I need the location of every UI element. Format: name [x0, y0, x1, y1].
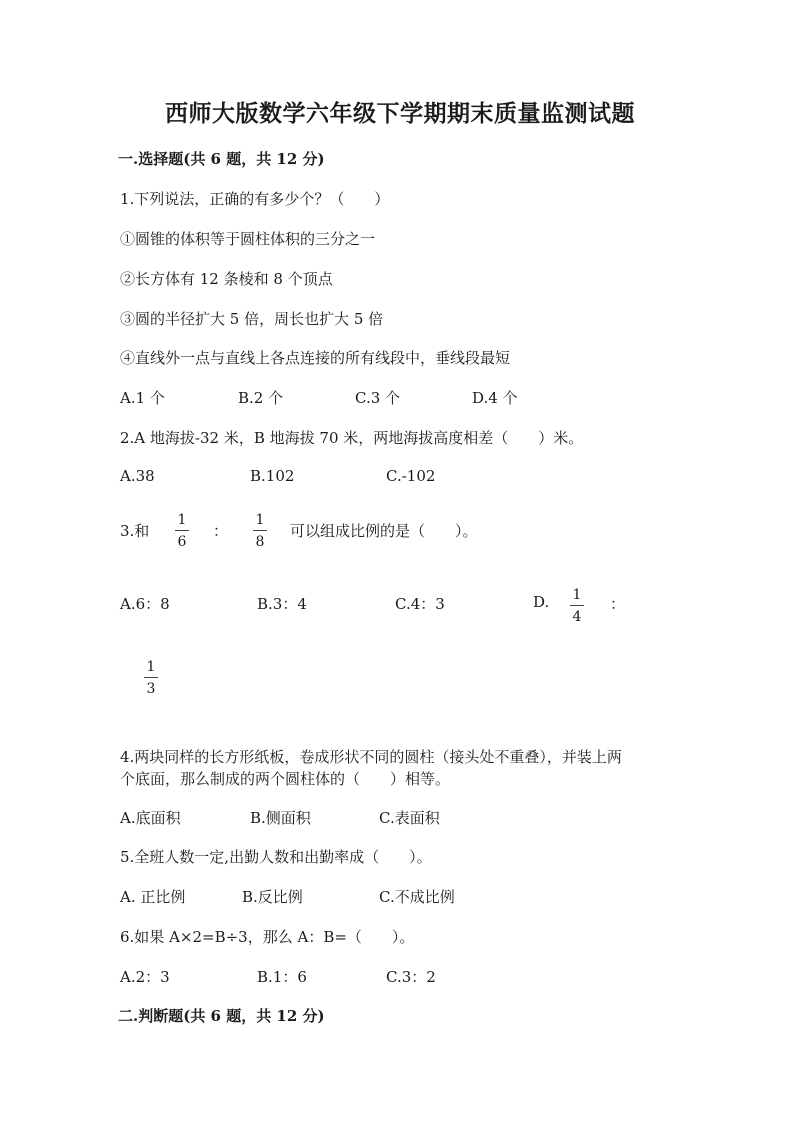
question-1-option-d: D.4 个	[472, 389, 518, 407]
question-6-option-c: C.3：2	[386, 968, 436, 986]
question-4-option-c: C.表面积	[379, 809, 440, 827]
fraction-numerator: 1	[146, 659, 156, 675]
question-1-statement: ②长方体有 12 条棱和 8 个顶点	[120, 270, 333, 288]
fraction-one-eighth	[253, 513, 267, 549]
question-1-statement: ①圆锥的体积等于圆柱体积的三分之一	[120, 230, 376, 248]
question-1-statement: ③圆的半径扩大 5 倍，周长也扩大 5 倍	[120, 310, 384, 328]
question-3-option-b: B.3：4	[257, 595, 307, 613]
question-4-stem-line-2: 个底面，那么制成的两个圆柱体的（ ）相等。	[120, 770, 451, 788]
question-6-option-b: B.1：6	[257, 968, 307, 986]
question-4-option-b: B.侧面积	[250, 809, 311, 827]
fraction-one-fourth	[570, 588, 584, 624]
question-3-stem-suffix: 可以组成比例的是（ ）。	[290, 522, 478, 540]
ratio-colon: ：	[213, 522, 229, 540]
question-2-option-b: B.102	[250, 467, 295, 485]
page-title: 西师大版数学六年级下学期期末质量监测试题	[165, 100, 635, 127]
fraction-one-sixth	[175, 513, 189, 549]
fraction-denominator: 3	[146, 681, 156, 697]
question-5-stem: 5.全班人数一定,出勤人数和出勤率成（ ）。	[120, 848, 432, 866]
question-2-option-c: C.-102	[386, 467, 436, 485]
question-3-stem-prefix: 3.和	[120, 522, 150, 540]
ratio-colon: ：	[610, 595, 626, 613]
question-5-option-c: C.不成比例	[379, 888, 455, 906]
question-2-option-a: A.38	[120, 467, 155, 485]
fraction-numerator: 1	[572, 587, 582, 603]
fraction-denominator: 8	[255, 534, 265, 550]
fraction-numerator: 1	[255, 512, 265, 528]
question-4-stem-line-1: 4.两块同样的长方形纸板，卷成形状不同的圆柱（接头处不重叠），并装上两	[120, 748, 622, 766]
question-6-option-a: A.2：3	[120, 968, 170, 986]
section-heading-choice: 一.选择题(共 6 题，共 12 分)	[118, 150, 325, 168]
question-2-stem: 2.A 地海拔-32 米，B 地海拔 70 米，两地海拔高度相差（ ）米。	[120, 429, 584, 447]
fraction-denominator: 4	[572, 609, 582, 625]
question-1-stem: 1.下列说法，正确的有多少个？（ ）	[120, 190, 390, 208]
question-5-option-a: A. 正比例	[120, 888, 186, 906]
question-3-option-a: A.6：8	[120, 595, 170, 613]
fraction-denominator: 6	[177, 534, 187, 550]
question-1-option-a: A.1 个	[120, 389, 165, 407]
fraction-one-third	[144, 660, 158, 696]
question-1-option-c: C.3 个	[355, 389, 401, 407]
question-1-statement: ④直线外一点与直线上各点连接的所有线段中，垂线段最短	[120, 349, 511, 367]
question-1-option-b: B.2 个	[238, 389, 284, 407]
question-3-option-d-label: D.	[533, 593, 550, 611]
question-6-stem: 6.如果 A×2=B÷3，那么 A：B=（ ）。	[120, 928, 415, 946]
question-4-option-a: A.底面积	[120, 809, 181, 827]
question-5-option-b: B.反比例	[242, 888, 303, 906]
section-heading-true-false: 二.判断题(共 6 题，共 12 分)	[118, 1007, 325, 1025]
fraction-numerator: 1	[177, 512, 187, 528]
question-3-option-c: C.4：3	[395, 595, 445, 613]
